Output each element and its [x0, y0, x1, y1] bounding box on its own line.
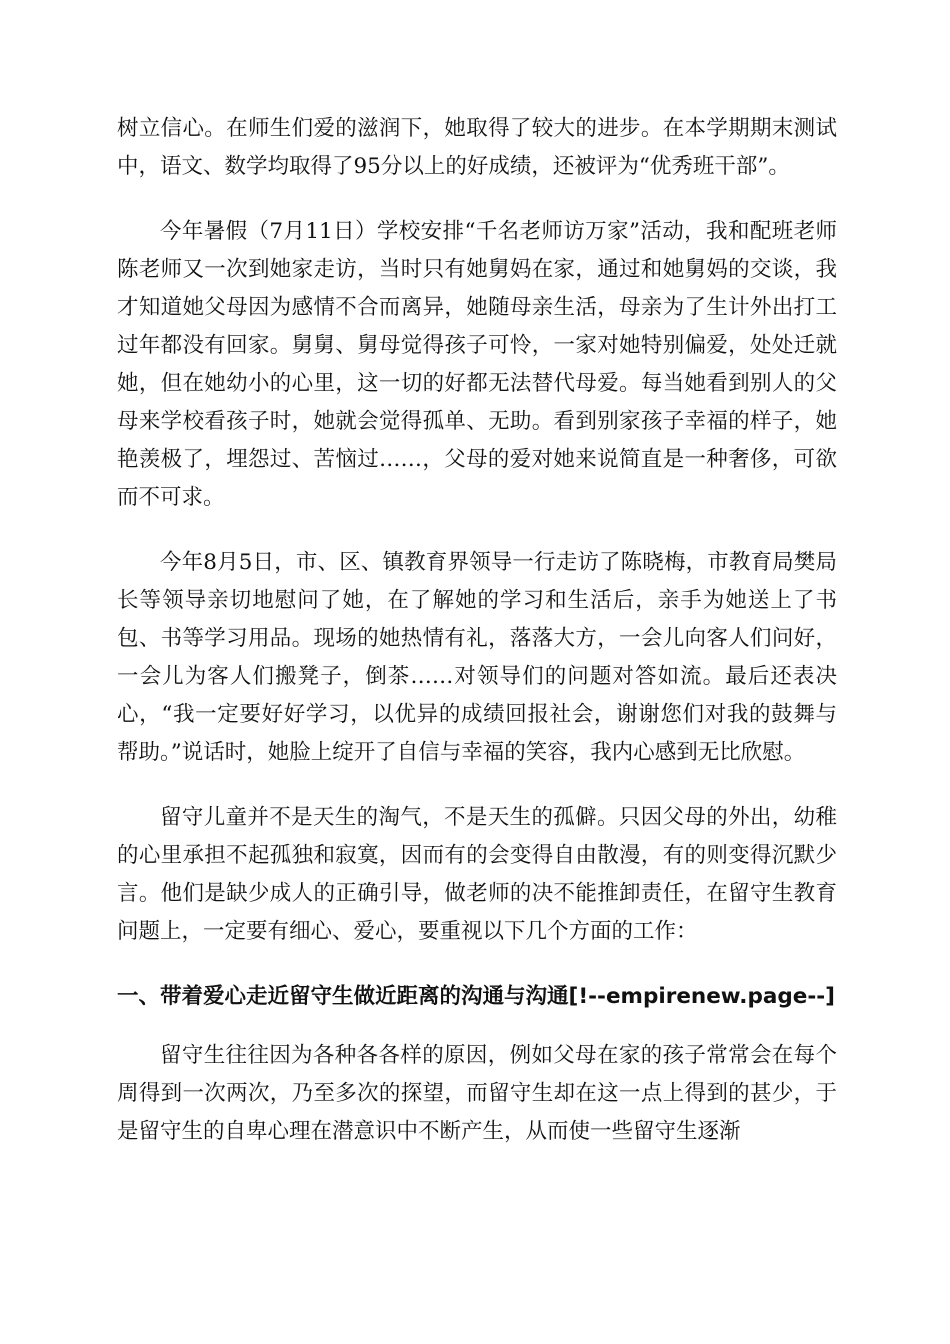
paragraph-reflection: 留守儿童并不是天生的淘气，不是天生的孤僻。只因父母的外出，幼稚的心里承担不起孤独和寂寞，因而有的会变得自由散漫，有的则变得沉默少言。他们是缺少成人的正确引导，做老师的决不能推卸责任，在留守生教育问题上，一定要有细心、爱心，要重视以下几个方面的工作：: [117, 805, 837, 944]
paragraph-section-body: 留守生往往因为各种各各样的原因，例如父母在家的孩子常常会在每个周得到一次两次，乃至多次的探望，而留守生却在这一点上得到的甚少，于是留守生的自卑心理在潜意识中不断产生，从而使一些留守生逐渐: [117, 1043, 837, 1144]
paragraph-continuation: 树立信心。在师生们爱的滋润下，她取得了较大的进步。在本学期期末测试中，语文、数学均取得了95分以上的好成绩，还被评为“优秀班干部”。: [117, 116, 837, 179]
section-heading: 一、带着爱心走近留守生做近距离的沟通与沟通[!--empirenew.page--]: [117, 984, 835, 1009]
paragraph-summer-visit: 今年暑假（7月11日）学校安排“千名老师访万家”活动，我和配班老师陈老师又一次到她家走访，当时只有她舅妈在家，通过和她舅妈的交谈，我才知道她父母因为感情不合而离异，她随母亲生活，母亲为了生计外出打工过年都没有回家。舅舅、舅母觉得孩子可怜，一家对她特别偏爱，处处迁就她，但在她幼小的心里，这一切的好都无法替代母爱。每当她看到别人的父母来学校看孩子时，她就会觉得孤单、无助。看到别家孩子幸福的样子，她艳羡极了，埋怨过、苦恼过……，父母的爱对她来说简直是一种奢侈，可欲而不可求。: [117, 219, 837, 510]
document-body: [117, 110, 837, 1151]
paragraph-leaders-visit: 今年8月5日，市、区、镇教育界领导一行走访了陈晓梅，市教育局樊局长等领导亲切地慰问了她，在了解她的学习和生活后，亲手为她送上了书包、书等学习用品。现场的她热情有礼，落落大方，一会儿向客人们问好，一会儿为客人们搬凳子，倒茶……对领导们的问题对答如流。最后还表决心，“我一定要好好学习，以优异的成绩回报社会，谢谢您们对我的鼓舞与帮助。”说话时，她脸上绽开了自信与幸福的笑容，我内心感到无比欣慰。: [117, 550, 837, 765]
